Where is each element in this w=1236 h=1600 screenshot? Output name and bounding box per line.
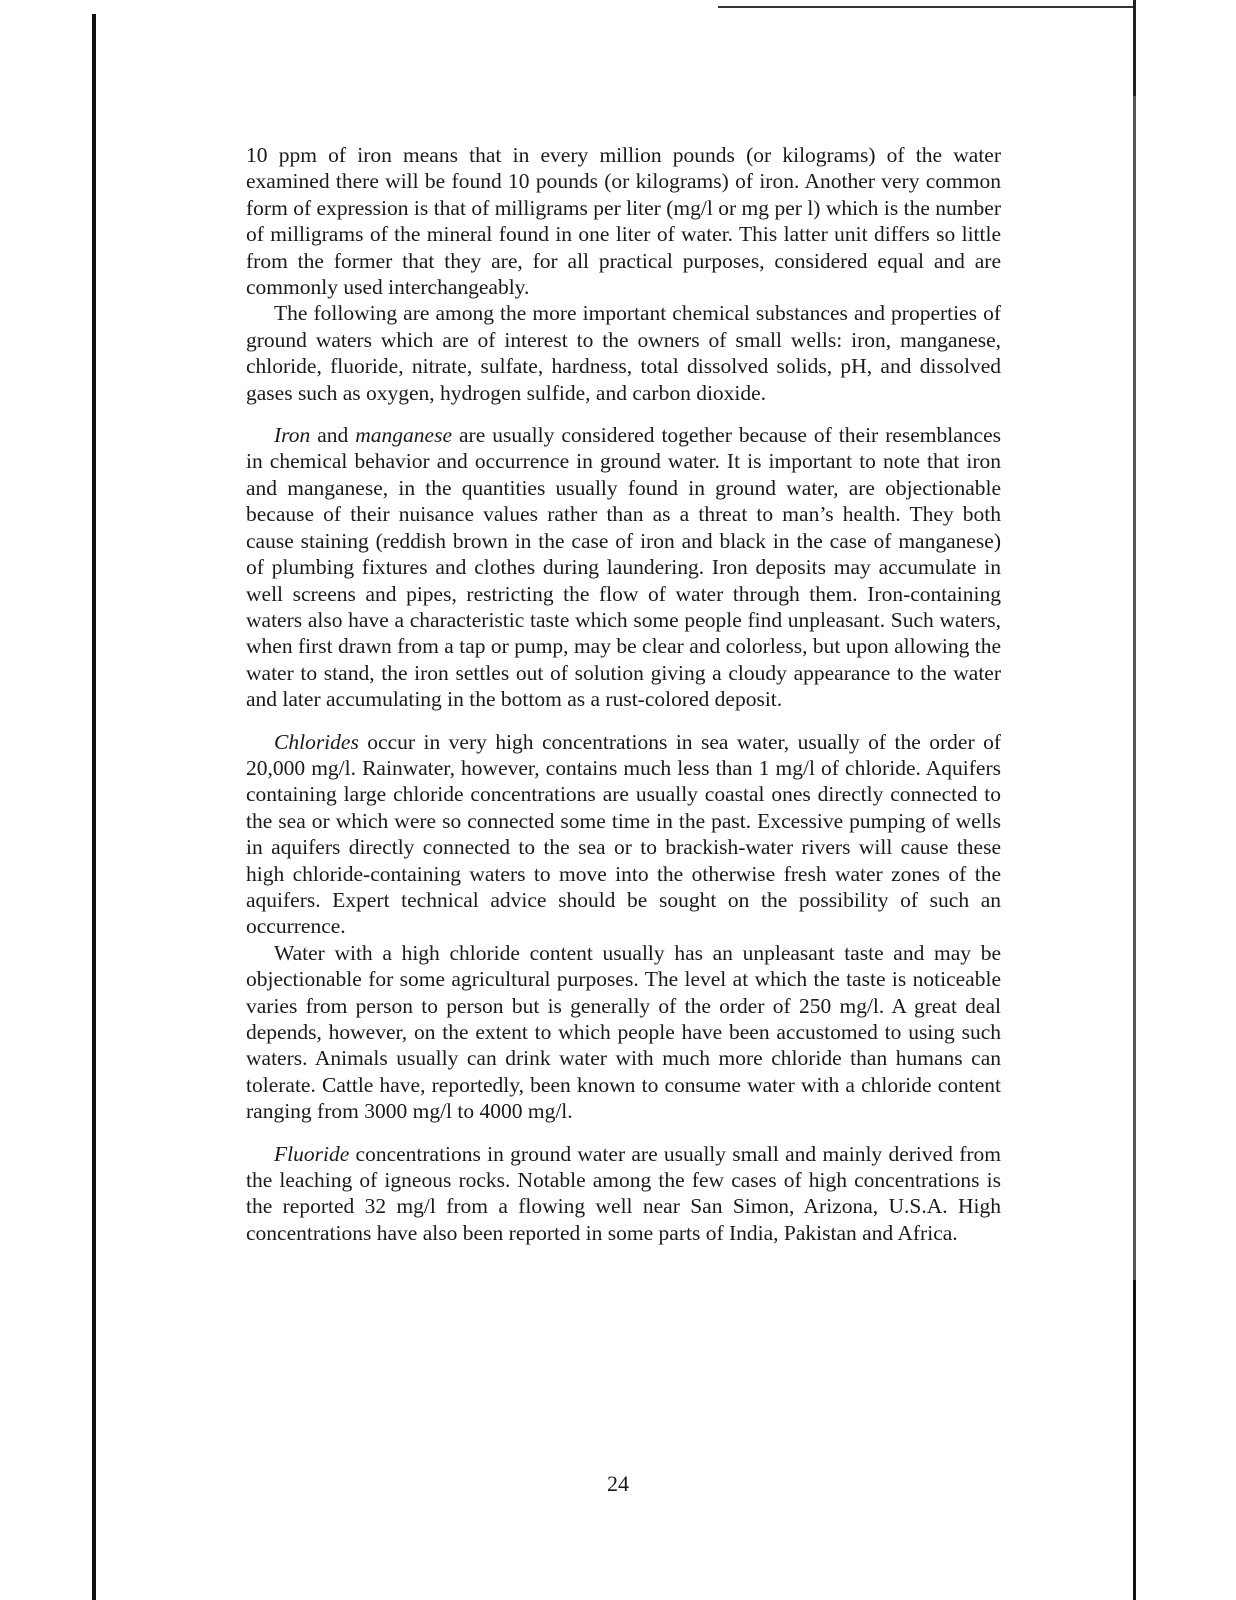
paragraph-units: 10 ppm of iron means that in every million pounds (or kilograms) of the water examined there will be found 10 pounds (or kilograms) of iron. Another very common form of expression is that of milligrams per liter (mg/l or mg per l) which is the number of milligrams of the mineral found in one liter of water. This latter unit differs so little from the former that they are, for all practical purposes, considered equal and are commonly used interchangeably. [246, 143, 1001, 300]
iron-manganese-text: are usually considered together because of their resemblances in chemical behavior and occurrence in ground water. It is important to note that iron and manganese, in the quantities usually found in ground water, are objectionable because of their nuisance values rather than as a threat to man’s health. They both cause staining (reddish brown in the case of iron and black in the case of manganese) of plumbing fixtures and clothes during laundering. Iron deposits may accumulate in well screens and pipes, restricting the flow of water through them. Iron-containing waters also have a characteristic taste which some people find unpleasant. Such waters, when first drawn from a tap or pump, may be clear and colorless, but upon allowing the water to stand, the iron settles out of solution giving a cloudy appearance to the water and later accumulating in the bottom as a rust-colored deposit. [246, 423, 1001, 712]
paragraph-chlorides [246, 729, 1001, 940]
paragraph-fluoride [246, 1141, 1001, 1247]
scan-edge-right [1133, 0, 1136, 1600]
scan-edge-top [718, 6, 1136, 8]
page-number: 24 [607, 1471, 629, 1496]
body-text [246, 142, 1001, 1246]
term-chlorides: Chlorides [274, 729, 359, 754]
conjunction: and [310, 423, 356, 448]
term-iron: Iron [274, 423, 311, 448]
chlorides-text: occur in very high concentrations in sea water, usually of the order of 20,000 mg/l. Rainwater, however, contains much less than 1 mg/l of chloride. Aquifers containing large chloride concentrations are usually coastal ones directly connected to the sea or which were so connected some time in the past. Excessive pumping of wells in aquifers directly connected to the sea or to brackish-water rivers will cause these high chloride-containing waters to move into the otherwise fresh water zones of the aquifers. Expert technical advice should be sought on the possibility of such an occurrence. [246, 729, 1001, 939]
paragraph-substances: The following are among the more important chemical substances and properties of ground waters which are of interest to the owners of small wells: iron, manganese, chloride, fluoride, nitrate, sulfate, hardness, total dissolved solids, pH, and dissolved gases such as oxygen, hydrogen sulfide, and carbon dioxide. [246, 301, 1001, 405]
paragraph-iron-manganese [246, 422, 1001, 712]
paragraph-chloride-taste: Water with a high chloride content usually has an unpleasant taste and may be objectionable for some agricultural purposes. The level at which the taste is noticeable varies from person to person but is generally of the order of 250 mg/l. A great deal depends, however, on the extent to which people have been accustomed to using such waters. Animals usually can drink water with much more chloride than humans can tolerate. Cattle have, reportedly, been known to consume water with a chloride content ranging from 3000 mg/l to 4000 mg/l. [246, 940, 1001, 1124]
term-fluoride: Fluoride [274, 1141, 350, 1166]
scan-edge-left [92, 14, 96, 1600]
fluoride-text: concentrations in ground water are usually small and mainly derived from the leaching of igneous rocks. Notable among the few cases of high concentrations is the reported 32 mg/l from a flowing well near San Simon, Arizona, U.S.A. High concentrations have also been reported in some parts of India, Pakistan and Africa. [246, 1141, 1001, 1245]
term-manganese: manganese [355, 423, 452, 448]
